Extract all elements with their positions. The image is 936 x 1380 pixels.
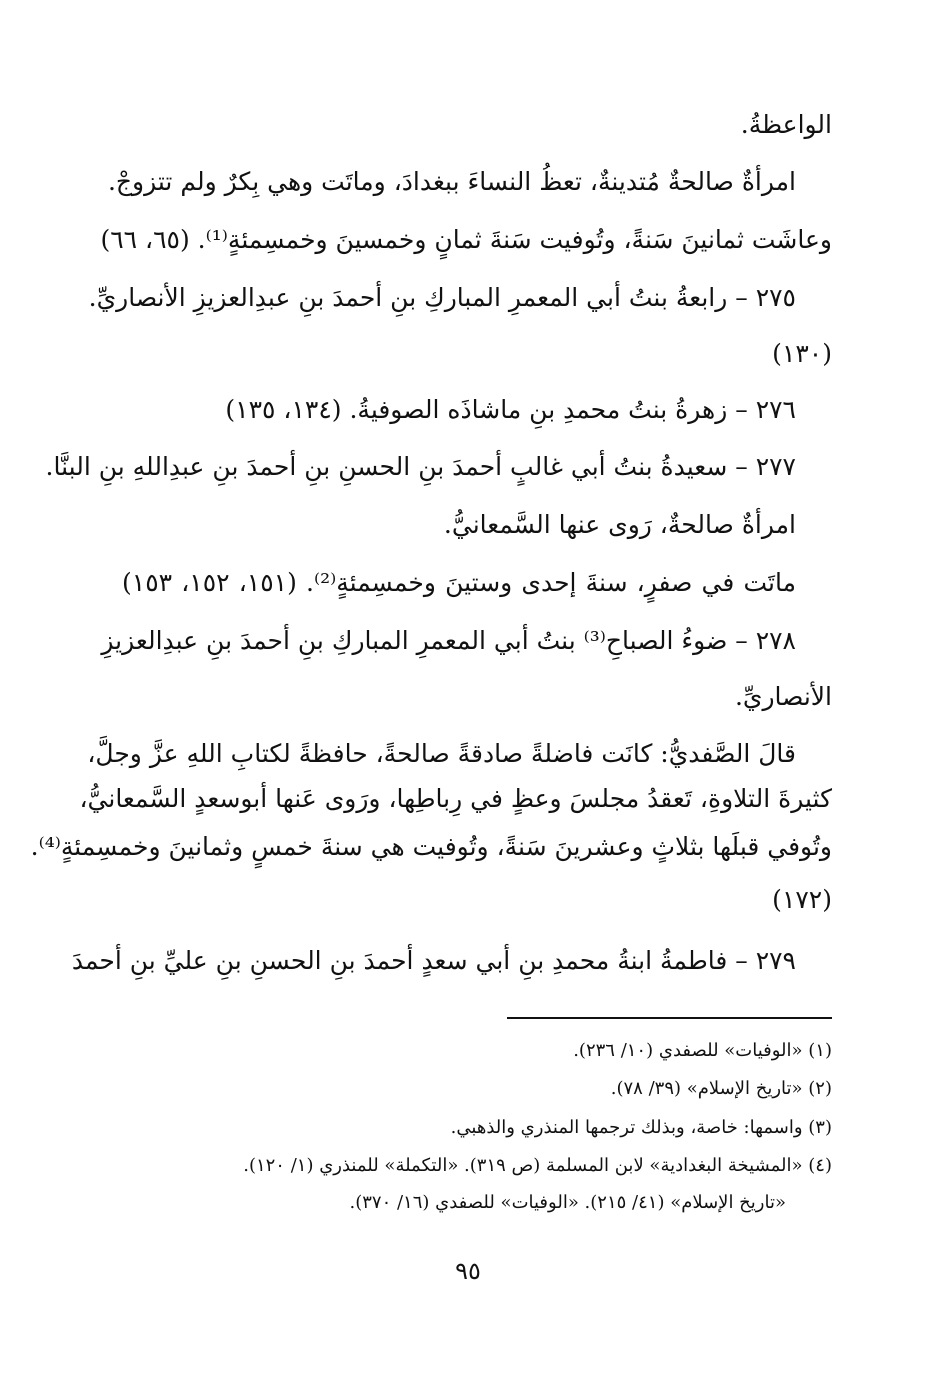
footnote-1: (١) «الوفيات» للصفدي (١٠/ ٢٣٦). xyxy=(573,1040,832,1061)
entry-277: ٢٧٧ – سعيدةُ بنتُ أبي غالبٍ أحمدَ بنِ الحسنِ بنِ أحمدَ بنِ عبدِاللهِ بنِ البنَّا. xyxy=(45,452,796,481)
text-line: وتُوفي قبلَها بثلاثٍ وعشرينَ سَنةً، وتُوفيت هي سنةَ خمسٍ وثمانينَ وخمسِمئةٍ⁽⁴⁾. xyxy=(30,832,832,861)
footnote-3: (٣) واسمها: خاصة، وبذلك ترجمها المنذري والذهبي. xyxy=(450,1117,832,1138)
page-number: ٩٥ xyxy=(455,1257,481,1285)
footnote-4-continued: «تاريخ الإسلام» (٤١/ ٢١٥). «الوفيات» للصفدي (١٦/ ٣٧٠). xyxy=(349,1192,786,1213)
text-line: الواعظةُ. xyxy=(740,110,832,139)
footnote-4: (٤) «المشيخة البغدادية» لابن المسلمة (ص ٣١٩). «التكملة» للمنذري (١/ ١٢٠). xyxy=(243,1155,832,1176)
text-line: قالَ الصَّفديُّ: كانَت فاضلةً صادقةً صالحةً، حافظةً لكتابِ اللهِ عزَّ وجلَّ، xyxy=(87,739,796,768)
entry-278: ٢٧٨ – ضوءُ الصباحِ⁽³⁾ بنتُ أبي المعمرِ المباركِ بنِ أحمدَ بنِ عبدِالعزيزِ xyxy=(101,626,796,655)
footnote-separator xyxy=(507,1017,832,1019)
footnote-2: (٢) «تاريخ الإسلام» (٣٩/ ٧٨). xyxy=(610,1078,832,1099)
text-line: وعاشَت ثمانينَ سَنةً، وتُوفيت سَنةَ ثمانٍ وخمسينَ وخمسِمئةٍ⁽¹⁾. (٦٥، ٦٦) xyxy=(100,225,832,254)
text-line: ماتَت في صفرٍ، سنةَ إحدى وستينَ وخمسِمئةٍ⁽²⁾. (١٥١، ١٥٢، ١٥٣) xyxy=(122,568,797,597)
page-reference: (١٣٠) xyxy=(772,339,832,368)
entry-276: ٢٧٦ – زهرةُ بنتُ محمدِ بنِ ماشاذَه الصوفيةُ. (١٣٤، ١٣٥) xyxy=(225,395,796,424)
page-reference: (١٧٢) xyxy=(772,885,832,914)
entry-279: ٢٧٩ – فاطمةُ ابنةُ محمدِ بنِ أبي سعدٍ أحمدَ بنِ الحسنِ بنِ عليِّ بنِ أحمدَ xyxy=(71,946,796,975)
entry-275: ٢٧٥ – رابعةُ بنتُ أبي المعمرِ المباركِ بنِ أحمدَ بنِ عبدِالعزيزِ الأنصاريِّ. xyxy=(88,283,796,312)
text-line: الأنصاريِّ. xyxy=(734,682,832,711)
text-line: امرأةٌ صالحةٌ مُتدينةٌ، تعظُ النساءَ ببغدادَ، وماتَت وهي بِكرٌ ولم تتزوجْ. xyxy=(107,167,796,196)
text-line: امرأةٌ صالحةٌ، رَوى عنها السَّمعانيُّ. xyxy=(443,510,796,539)
text-line: كثيرةَ التلاوةِ، تَعقدُ مجلسَ وعظٍ في رِباطِها، ورَوى عَنها أبوسعدٍ السَّمعانيُّ، xyxy=(79,784,832,813)
